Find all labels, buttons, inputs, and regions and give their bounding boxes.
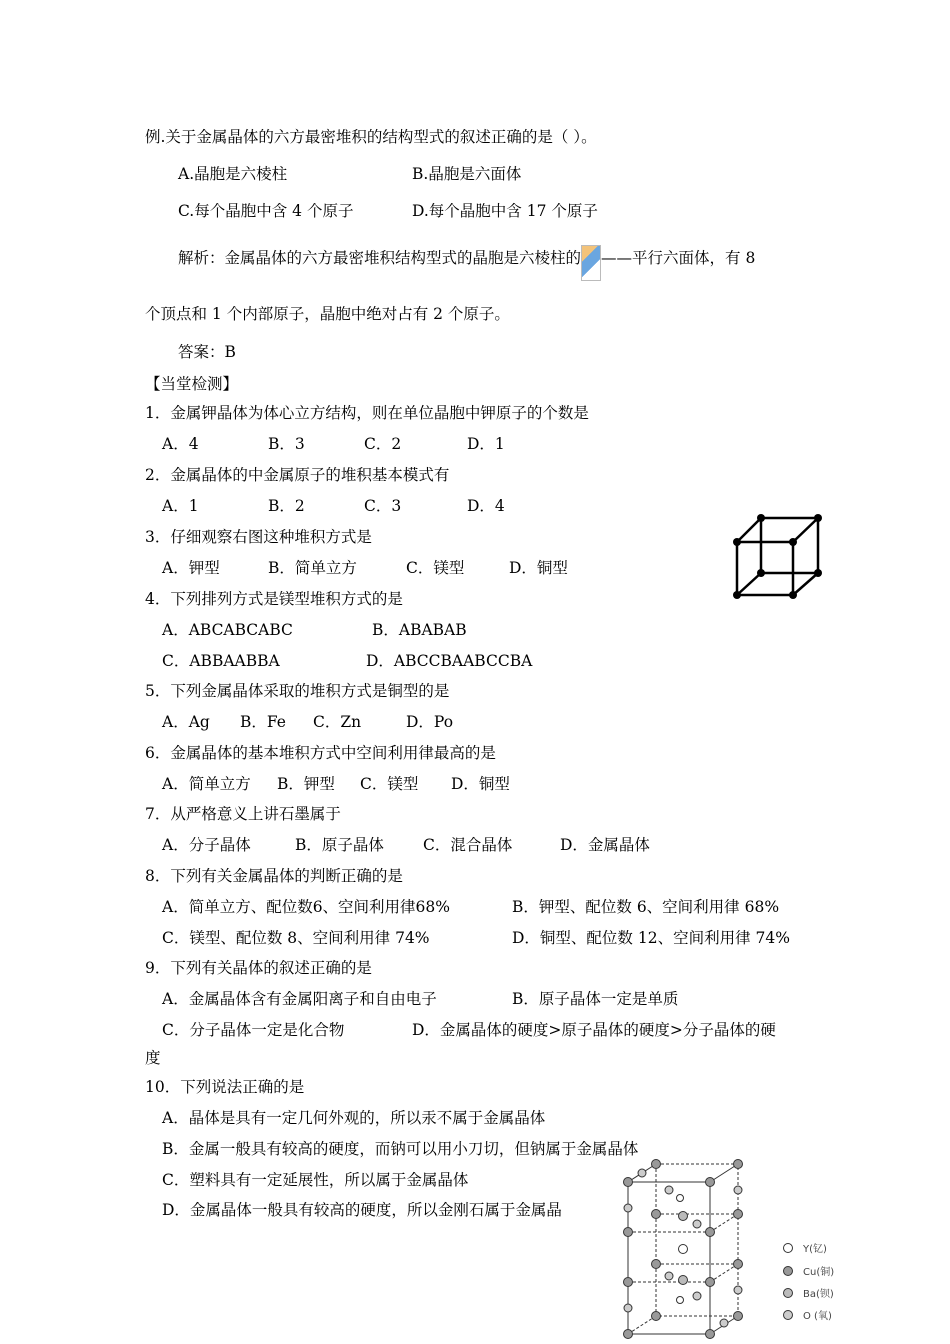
example-question: 例.关于金属晶体的六方最密堆积的结构型式的叙述正确的是（ ）。 xyxy=(145,128,597,146)
q4-option-c: C．ABBAABBA xyxy=(162,652,280,670)
q2-option-a: A．1 xyxy=(162,497,199,515)
legend-o-marker xyxy=(784,1311,793,1320)
q9-option-a: A．金属晶体含有金属阳离子和自由电子 xyxy=(162,990,437,1008)
simple-cubic-cube-figure xyxy=(728,510,828,605)
q3-option-d: D．铜型 xyxy=(509,559,568,577)
q3-option-b: B．简单立方 xyxy=(268,559,357,577)
q9-option-d-wrap: 度 xyxy=(145,1049,161,1067)
legend-cu-label: Cu(铜) xyxy=(803,1267,835,1278)
legend-ba-marker xyxy=(784,1289,793,1298)
q10-option-a: A．晶体是具有一定几何外观的，所以汞不属于金属晶体 xyxy=(162,1109,546,1127)
legend-cu-marker xyxy=(784,1267,793,1276)
q1-option-a: A．4 xyxy=(162,435,199,453)
q8-option-d: D．铜型、配位数 12、空间利用律 74% xyxy=(512,929,790,947)
q10-option-b: B．金属一般具有较高的硬度，而钠可以用小刀切，但钠属于金属晶体 xyxy=(162,1140,639,1158)
q7-option-d: D．金属晶体 xyxy=(560,836,650,854)
ybco-crystal-structure-figure xyxy=(615,1158,855,1344)
question-7: 7．从严格意义上讲石墨属于 xyxy=(145,805,341,823)
q5-option-c: C．Zn xyxy=(313,713,362,731)
question-3: 3．仔细观察右图这种堆积方式是 xyxy=(145,528,372,546)
question-10: 10．下列说法正确的是 xyxy=(145,1078,305,1096)
q9-option-d: D．金属晶体的硬度>原子晶体的硬度>分子晶体的硬 xyxy=(412,1021,776,1039)
q7-option-b: B．原子晶体 xyxy=(295,836,384,854)
q8-option-c: C．镁型、配位数 8、空间利用律 74% xyxy=(162,929,430,947)
q9-option-b: B．原子晶体一定是单质 xyxy=(512,990,679,1008)
legend-y-label: Y(钇) xyxy=(803,1244,827,1255)
broken-image-icon xyxy=(581,245,601,281)
q3-option-c: C．镁型 xyxy=(406,559,465,577)
q2-option-d: D．4 xyxy=(467,497,505,515)
q6-option-d: D．铜型 xyxy=(451,775,510,793)
analysis-text-1: 解析：金属晶体的六方最密堆积结构型式的晶胞是六棱柱的 xyxy=(178,249,582,267)
legend-y-marker xyxy=(784,1244,793,1253)
example-option-c: C.每个晶胞中含 4 个原子 xyxy=(178,202,354,220)
q8-option-a: A．简单立方、配位数6、空间利用律68% xyxy=(162,898,451,916)
example-analysis-line1 xyxy=(178,245,755,281)
q4-option-b: B．ABABAB xyxy=(372,621,467,639)
q2-option-c: C．3 xyxy=(364,497,402,515)
q4-option-d: D．ABCCBAABCCBA xyxy=(366,652,533,670)
q6-option-a: A．简单立方 xyxy=(162,775,251,793)
q5-option-d: D．Po xyxy=(406,713,454,731)
question-5: 5．下列金属晶体采取的堆积方式是铜型的是 xyxy=(145,682,450,700)
q3-option-a: A．钾型 xyxy=(162,559,220,577)
legend-o-label: O (氧) xyxy=(803,1311,832,1322)
question-9: 9．下列有关晶体的叙述正确的是 xyxy=(145,959,372,977)
example-option-a: A.晶胞是六棱柱 xyxy=(178,165,288,183)
q9-option-c: C．分子晶体一定是化合物 xyxy=(162,1021,345,1039)
legend-ba-label: Ba(钡) xyxy=(803,1289,834,1300)
q4-option-a: A．ABCABCABC xyxy=(162,621,293,639)
example-option-d: D.每个晶胞中含 17 个原子 xyxy=(412,202,598,220)
question-6: 6．金属晶体的基本堆积方式中空间利用律最高的是 xyxy=(145,744,496,762)
question-4: 4．下列排列方式是镁型堆积方式的是 xyxy=(145,590,403,608)
analysis-text-2: ——平行六面体，有 8 xyxy=(601,249,756,267)
section-title: 【当堂检测】 xyxy=(145,375,239,393)
q10-option-d: D．金属晶体一般具有较高的硬度，所以金刚石属于金属晶 xyxy=(162,1201,562,1219)
q1-option-b: B．3 xyxy=(268,435,305,453)
question-2: 2．金属晶体的中金属原子的堆积基本模式有 xyxy=(145,466,450,484)
example-option-b: B.晶胞是六面体 xyxy=(412,165,522,183)
q5-option-a: A．Ag xyxy=(162,713,210,731)
q5-option-b: B．Fe xyxy=(240,713,286,731)
example-answer: 答案：B xyxy=(178,343,236,361)
q8-option-b: B．钾型、配位数 6、空间利用律 68% xyxy=(512,898,780,916)
q6-option-b: B．钾型 xyxy=(277,775,335,793)
q10-option-c: C．塑料具有一定延展性，所以属于金属晶体 xyxy=(162,1171,469,1189)
q7-option-a: A．分子晶体 xyxy=(162,836,251,854)
q1-option-d: D．1 xyxy=(467,435,505,453)
q1-option-c: C．2 xyxy=(364,435,402,453)
example-analysis-line2: 个顶点和 1 个内部原子，晶胞中绝对占有 2 个原子。 xyxy=(145,305,510,323)
question-8: 8．下列有关金属晶体的判断正确的是 xyxy=(145,867,403,885)
q6-option-c: C．镁型 xyxy=(360,775,419,793)
q2-option-b: B．2 xyxy=(268,497,305,515)
q7-option-c: C．混合晶体 xyxy=(423,836,513,854)
question-1: 1．金属钾晶体为体心立方结构，则在单位晶胞中钾原子的个数是 xyxy=(145,404,589,422)
